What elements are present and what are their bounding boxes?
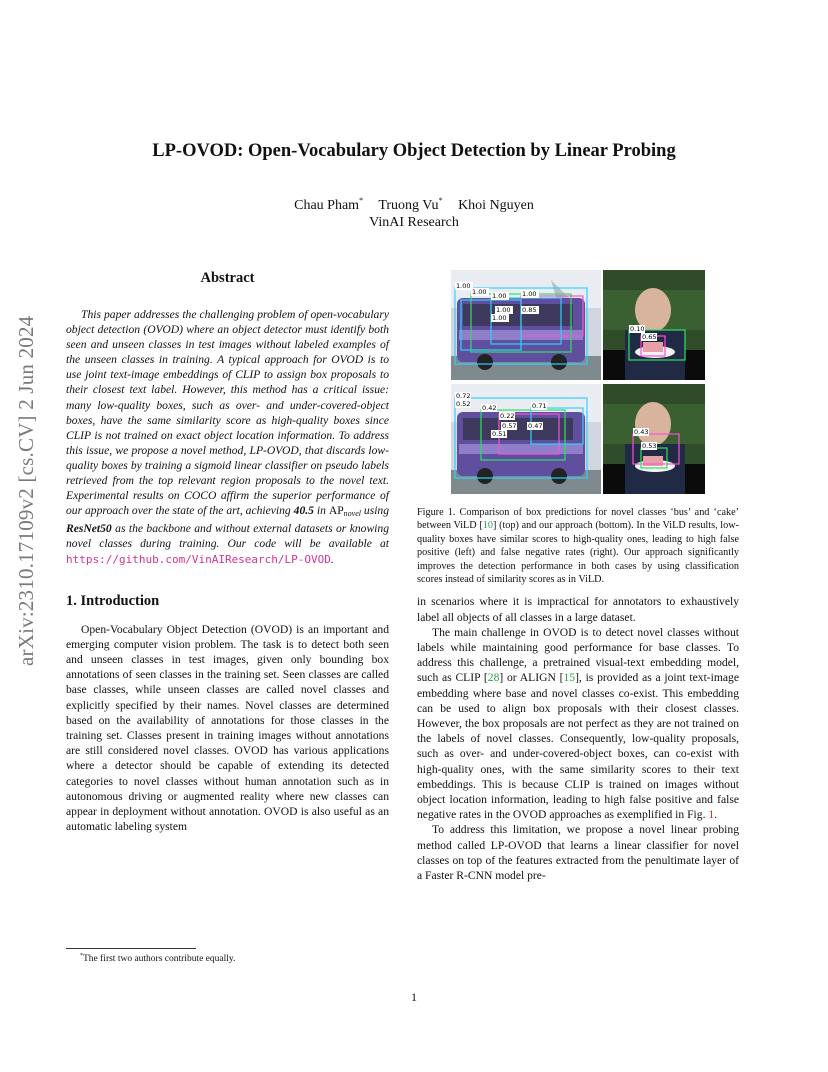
score-label: 0.85 (522, 306, 537, 314)
author-list (0, 196, 828, 214)
score-label: 0.71 (532, 402, 547, 410)
cake-ours-panel (603, 384, 705, 494)
arxiv-stamp: arXiv:2310.17109v2 [cs.CV] 2 Jun 2024 (14, 315, 38, 666)
author-name: Truong Vu (378, 198, 439, 213)
backbone-name: ResNet50 (66, 522, 112, 536)
score-label: 1.00 (472, 288, 487, 296)
score-label: 0.10 (630, 325, 645, 333)
score-label: 0.53 (642, 442, 657, 450)
bus-image-bottom (451, 384, 601, 494)
cake-image-top (603, 270, 705, 380)
score-label: 0.47 (528, 422, 543, 430)
score-label: 1.00 (456, 282, 471, 290)
citation-link[interactable]: 10 (482, 520, 493, 532)
score-label: 1.00 (492, 314, 507, 322)
abstract-text: This paper addresses the challenging problem of open-vocabulary object detection (OVOD) where an object detector must identify both seen and unseen classes in test images without labeled examples of the unseen classes in training. A typical approach for OVOD is to use joint text-image embeddings of CLIP to assign box proposals to their closest text label. However, this method has a critical issue: many low-quality boxes, such as over- and under-covered-object boxes, have the same similarity score as high-quality boxes since CLIP is not trained on exact object location information. To address this issue, we propose a novel method, LP-OVOD, that discards low-quality boxes by training a sigmoid linear classifier on pseudo labels retrieved from the top relevant region proposals to the novel text. Experimental results on COCO affirm the superior performance of our approach over the state of the art, achieving 40.5 in $AP_{novel}$ using ResNet50 as the backbone and without external datasets or knowing novel classes during training. Our code will be available at https://github.com/VinAIResearch/LP-OVOD. (66, 308, 390, 566)
equal-contribution-mark: * (359, 196, 364, 205)
bus-vild-panel (451, 270, 601, 380)
intro-paragraph: Open-Vocabulary Object Detection (OVOD) is an important and emerging computer vision problem. The task is to detect both seen and unseen classes in test images, given only bounding box annotations of seen classes in the training set. Seen classes are called base classes, while unseen classes are called novel classes and explicitly specified by their names. Novel classes are determined based on the availability of annotations for those classes in the training set. Classes present in training images without annotations are still considered novel classes. OVOD has various applications where a detector should be capable of extending its detected categories to novel classes without human annotation such as in autonomous driving or augmented reality where new classes can appear in deployment without annotation. OVOD is also useful as an automatic labeling system (66, 622, 389, 834)
figure-caption: Figure 1. Comparison of box predictions for novel classes ‘bus’ and ‘cake’ between ViLD [10] (top) and our approach (bottom). In the ViLD results, low-quality boxes have similar scores to high-quality ones, leading to high false positive (left) and false negative rates (right). Our approach significantly improves the detection performance in both cases by using classification scores instead of similarity scores as in ViLD. (417, 507, 739, 586)
score-label: 0.51 (492, 430, 507, 438)
left-column (66, 268, 389, 834)
equal-contribution-mark: * (438, 196, 443, 205)
section-heading: 1. Introduction (66, 592, 160, 609)
body-paragraph: in scenarios where it is impractical for annotators to exhaustively label all objects of all classes in a large dataset. (417, 595, 739, 624)
citation-link[interactable]: 15 (563, 671, 576, 685)
bus-image-top (451, 270, 601, 380)
author-name: Khoi Nguyen (458, 198, 534, 213)
cake-vild-panel (603, 270, 705, 380)
score-value: 40.5 (293, 504, 314, 518)
score-label: 1.00 (496, 306, 511, 314)
cake-image-bottom (603, 384, 705, 494)
score-label: 1.00 (492, 292, 507, 300)
score-label: 0.42 (482, 404, 497, 412)
figure-1 (417, 270, 739, 494)
code-link[interactable]: https://github.com/VinAIResearch/LP-OVOD (66, 552, 331, 566)
bus-ours-panel (451, 384, 601, 494)
citation-link[interactable]: 28 (487, 671, 500, 685)
score-label: 1.00 (522, 290, 537, 298)
score-label: 0.43 (634, 428, 649, 436)
score-label: 0.22 (500, 412, 515, 420)
score-label: 0.57 (502, 422, 517, 430)
affiliation: VinAI Research (369, 215, 459, 230)
score-label: 0.52 (456, 400, 471, 408)
figure-ref-link[interactable]: 1 (708, 808, 715, 822)
body-paragraph: To address this limitation, we propose a novel linear probing method called LP-OVOD that learns a linear classifier for novel classes on top of the features extracted from the penultimate layer of a Faster R-CNN model pre- (417, 823, 739, 883)
footnote-rule (66, 948, 196, 949)
author-name: Chau Pham (294, 198, 360, 213)
page-number: 1 (411, 990, 417, 1004)
footnote: *The first two authors contribute equally. (80, 953, 236, 964)
abstract-heading: Abstract (200, 270, 255, 286)
score-label: 0.65 (642, 333, 657, 341)
body-paragraph: The main challenge in OVOD is to detect novel classes without labels while maintaining good performance for base classes. To address this challenge, a pretrained visual-text embedding model, such as CLIP [28] or ALIGN [15], is provided as a joint text-image embedding where base and novel classes co-exist. This embedding can be used to align box proposals with their closest classes. However, the box proposals are not perfect as they are not trained on the labels of novel classes. Consequently, low-quality proposals, such as over- and under-covered-object boxes, can co-exist with high-quality ones, with the same similarity scores to their text embeddings. This is because CLIP is trained on images without object location information, leading to high false positive and false negative rates in the OVOD approaches as exemplified in Fig. 1. (417, 625, 739, 822)
right-column (417, 268, 739, 883)
paper-title: LP-OVOD: Open-Vocabulary Object Detection by Linear Probing (152, 141, 676, 161)
score-label: 0.72 (456, 392, 471, 400)
